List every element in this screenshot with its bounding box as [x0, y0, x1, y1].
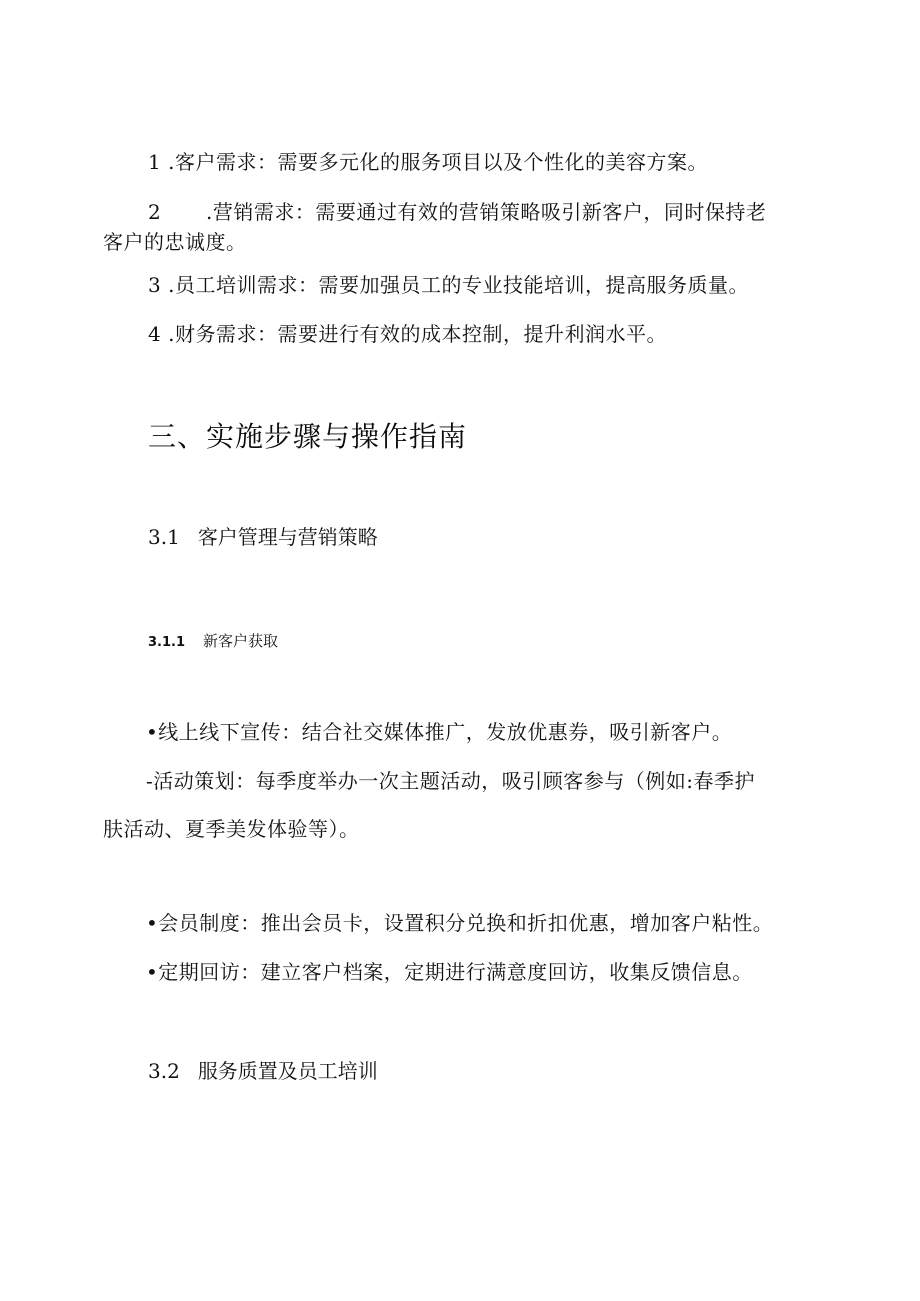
subsection-heading-3-2: [148, 1059, 378, 1083]
list-item-text: .员工培训需求：需要加强员工的专业技能培训，提高服务质量。: [168, 273, 749, 297]
list-item-finance-needs: [148, 322, 667, 346]
subsubsection-title: 新客户获取: [203, 632, 279, 650]
list-item-customer-needs: [148, 150, 708, 174]
subsection-title: 服务质置及员工培训: [197, 1059, 378, 1083]
list-item-training-needs: [148, 273, 749, 297]
section-heading: 三、实施步骤与操作指南: [148, 420, 468, 453]
subsection-title: 客户管理与营销策略: [197, 525, 378, 549]
list-item-number: 1: [148, 150, 162, 174]
bullet-item-continuation: 肤活动、夏季美发体验等）。: [103, 817, 360, 841]
bullet-item-promotion: •线上线下宣传：结合社交媒体推广，发放优惠券，吸引新客户。: [146, 720, 733, 744]
list-item-number: 4: [148, 322, 162, 346]
list-item-marketing-needs: [148, 200, 766, 224]
subsection-number: 3.1: [148, 525, 180, 549]
bullet-item-followup: •定期回访：建立客户档案，定期进行满意度回访，收集反馈信息。: [146, 960, 753, 984]
subsubsection-number: 3.1.1: [148, 635, 186, 650]
list-item-text: .财务需求：需要进行有效的成本控制，提升利润水平。: [168, 322, 667, 346]
subsection-number: 3.2: [148, 1059, 180, 1083]
bullet-item-membership: •会员制度：推出会员卡，设置积分兑换和折扣优惠，增加客户粘性。: [146, 911, 774, 935]
subsection-heading-3-1: [148, 525, 378, 549]
subsubsection-heading-3-1-1: [148, 631, 278, 653]
list-item-number: 2: [148, 200, 162, 224]
list-item-continuation: 客户的忠诚度。: [103, 230, 247, 254]
list-item-number: 3: [148, 273, 162, 297]
list-item-text: .营销需求：需要通过有效的营销策略吸引新客户，同时保持老: [206, 200, 767, 224]
bullet-item-events: -活动策划：每季度举办一次主题活动，吸引顾客参与（例如:春季护: [146, 769, 755, 793]
list-item-text: .客户需求：需要多元化的服务项目以及个性化的美容方案。: [168, 150, 708, 174]
